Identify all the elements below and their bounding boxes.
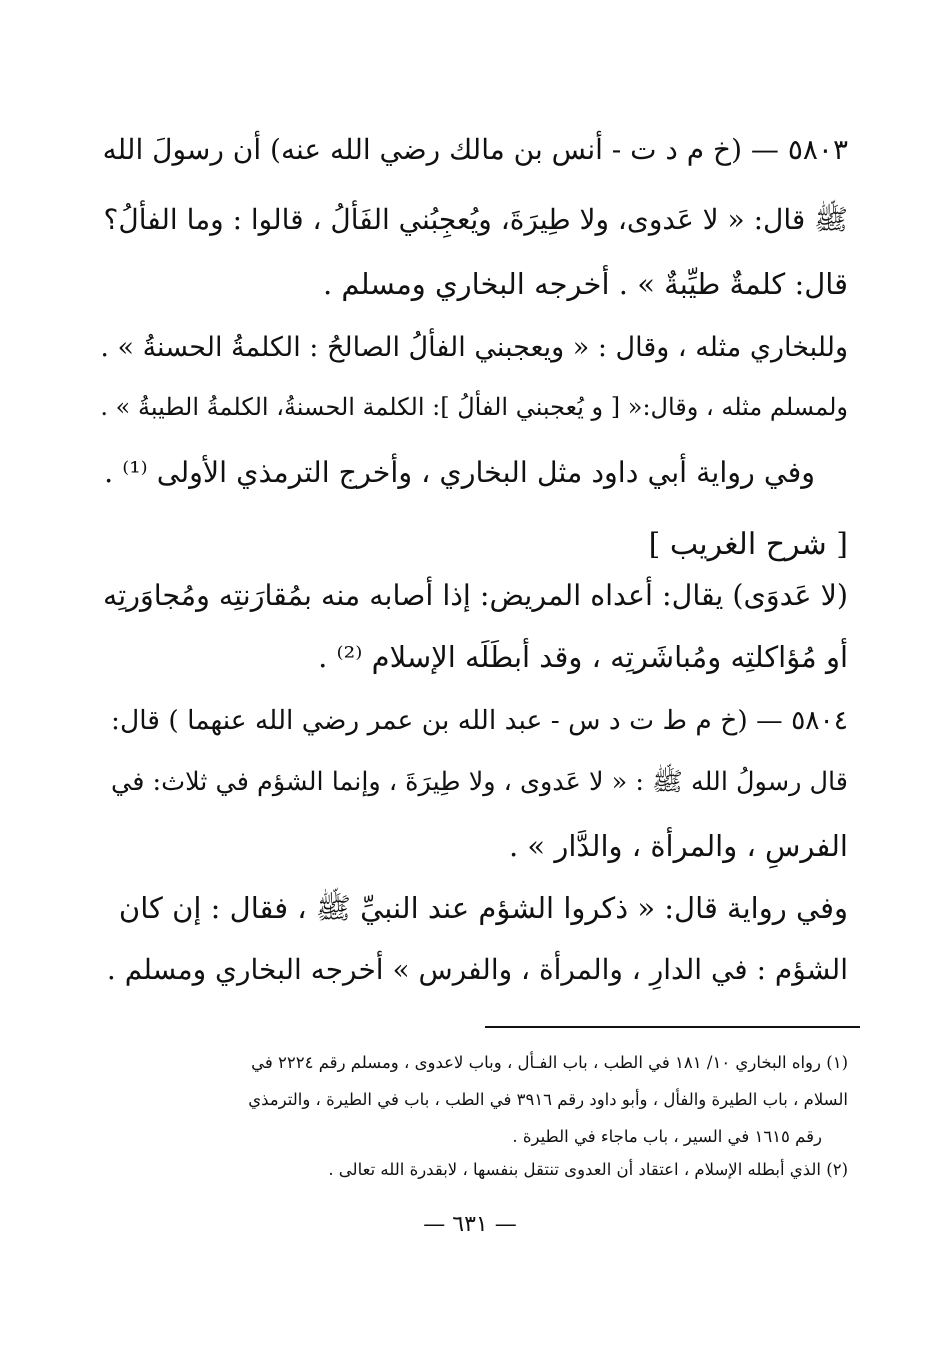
footnote-separator — [485, 1026, 860, 1028]
footnote-1-line-2: السلام ، باب الطيرة والفأل ، وأبو داود رقم ٣٩١٦ في الطب ، باب في الطيرة ، والترمذي — [248, 1090, 848, 1109]
hadith-5804-line-3: الفرسِ ، والمرأة ، والدَّار » . — [508, 829, 848, 863]
footnote-1-line-1: (١) رواه البخاري ١٠/ ١٨١ في الطب ، باب الفـأل ، وباب لاعدوى ، ومسلم رقم ٢٢٢٤ في — [251, 1053, 848, 1072]
hadith-5803-line-1: ٥٨٠٣ — (خ م د ت - أنس بن مالك رضي الله عنه) أن رسولَ الله — [102, 133, 848, 166]
gharib-heading: [ شرح الغريب ] — [648, 527, 848, 562]
gharib-line-1: (لا عَدوَى) يقال: أعداه المريض: إذا أصابه منه بمُقارَنتِه ومُجاوَرتِه — [102, 579, 848, 612]
hadith-5803-line-4: وللبخاري مثله ، وقال : « ويعجبني الفألُ الصالحُ : الكلمةُ الحسنةُ » . — [100, 332, 848, 363]
gharib-line-2: أو مُؤاكلتِه ومُباشَرتِه ، وقد أبطَلَه الإسلام ⁽²⁾ . — [318, 640, 848, 674]
hadith-5803-line-2: ﷺ قال: « لا عَدوى، ولا طِيرَةَ، ويُعجِبُني الفَألُ ، قالوا : وما الفألُ؟ — [103, 203, 848, 236]
hadith-5804-line-4: وفي رواية قال: « ذكروا الشؤم عند النبيِّ ﷺ ، فقال : إن كان — [118, 891, 848, 925]
hadith-5803-line-3: قال: كلمةٌ طيِّبةٌ » . أخرجه البخاري ومسلم . — [323, 267, 848, 301]
hadith-5804-line-1: ٥٨٠٤ — (خ م ط ت د س - عبد الله بن عمر رضي الله عنهما ) قال: — [111, 705, 848, 736]
hadith-5803-line-6: وفي رواية أبي داود مثل البخاري ، وأخرج الترمذي الأولى ⁽¹⁾ . — [104, 456, 815, 489]
footnote-1-line-3: رقم ١٦١٥ في السير ، باب ماجاء في الطيرة . — [512, 1127, 822, 1146]
hadith-5804-line-2: قال رسولُ الله ﷺ : « لا عَدوى ، ولا طِيرَةَ ، وإنما الشؤم في ثلاث: في — [110, 767, 848, 797]
hadith-5804-line-5: الشؤم : في الدارِ ، والمرأة ، والفرس » أخرجه البخاري ومسلم . — [106, 953, 848, 986]
page-number: — ٦٣١ — — [423, 1212, 517, 1237]
footnote-2: (٢) الذي أبطله الإسلام ، اعتقاد أن العدوى تنتقل بنفسها ، لابقدرة الله تعالى . — [328, 1160, 848, 1179]
hadith-5803-line-5: ولمسلم مثله ، وقال:« [ و يُعجبني الفألُ ]: الكلمة الحسنةُ، الكلمةُ الطيبةُ » . — [100, 393, 848, 421]
